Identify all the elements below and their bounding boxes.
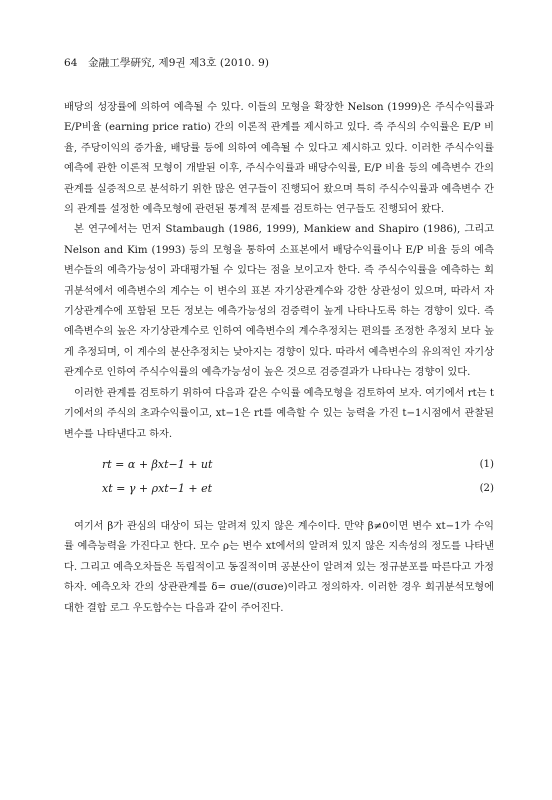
equation-1-number: (1) [479, 458, 494, 470]
equation-1 [64, 453, 494, 477]
equation-2-expression: xt = γ + ρxt−1 + et [102, 481, 213, 495]
paragraph-1: 배당의 성장률에 의하여 예측될 수 있다. 이들의 모형을 확장한 Nelson (1999)은 주식수익률과 E/P비율 (earning price ratio) 간의 이론적 관계를 제시하고 있다. 즉 주식의 수익률은 E/P 비율, 주당이익의 증가율, 배당률 등에 의하여 예측될 수 있다고 제시하고 있다. 이러한 주식수익률 예측에 관한 이론적 모형이 개발된 이후, 주식수익률과 배당수익률, E/P 비율 등의 예측변수 간의 관계를 실증적으로 분석하기 위한 많은 연구들이 진행되어 왔으며 특히 주식수익률과 예측변수 간의 관계를 설정한 예측모형에 관련된 통계적 문제를 검토하는 연구들도 진행되어 왔다. [64, 102, 494, 216]
page-number: 64 [64, 57, 78, 69]
body-text [64, 98, 494, 619]
paragraph-4: 여기서 β가 관심의 대상이 되는 알려져 있지 않은 계수이다. 만약 β≠0이면 변수 xt−1가 수익률 예측능력을 가진다고 한다. 모수 ρ는 변수 xt에서의 알려져 있지 않은 지속성의 정도를 나타낸다. 그리고 예측오차들은 독립적이고 동질적이며 공분산이 알려져 있는 정규분포를 따른다고 가정하자. 예측오차 간의 상관관계를 δ= σue/(σuσe)이라고 정의하자. 이러한 경우 회귀분석모형에 대한 결합 로그 우도함수는 다음과 같이 주어진다. [64, 520, 494, 614]
equation-1-expression: rt = α + βxt−1 + ut [102, 457, 213, 471]
equation-2 [64, 477, 494, 501]
paragraph-2: 본 연구에서는 먼저 Stambaugh (1986, 1999), Mankiew and Shapiro (1986), 그리고 Nelson and Kim (1993) 등의 모형을 통하여 소표본에서 배당수익률이나 E/P 비율 등의 예측변수들의 예측가능성이 과대평가될 수 있다는 점을 보이고자 한다. 즉 주식수익률을 예측하는 회귀분석에서 예측변수의 계수는 이 변수의 표본 자기상관계수와 강한 상관성이 있으며, 따라서 자기상관계수에 포함된 모든 정보는 예측가능성의 검증력이 높게 나타나도록 하는 경향이 있다. 즉 예측변수의 높은 자기상관계수로 인하여 예측변수의 계수추정치는 편의를 조정한 추정치 보다 높게 추정되며, 이 계수의 분산추정치는 낮아지는 경향이 있다. 따라서 예측변수의 유의적인 자기상관계수로 인하여 주식수익률의 예측가능성이 높은 것으로 검증결과가 나타나는 경향이 있다. [64, 224, 494, 379]
journal-title: 金融工學硏究, 제9권 제3호 (2010. 9) [88, 57, 270, 69]
running-header [64, 55, 269, 70]
equation-block [64, 453, 494, 501]
paragraph-3: 이러한 관계를 검토하기 위하여 다음과 같은 수익률 예측모형을 검토하여 보자. 여기에서 rt는 t기에서의 주식의 초과수익률이고, xt−1은 rt를 예측할 수 있는 능력을 가진 t−1시점에서 관찰된 변수를 나타낸다고 하자. [64, 387, 494, 440]
equation-2-number: (2) [479, 482, 494, 494]
